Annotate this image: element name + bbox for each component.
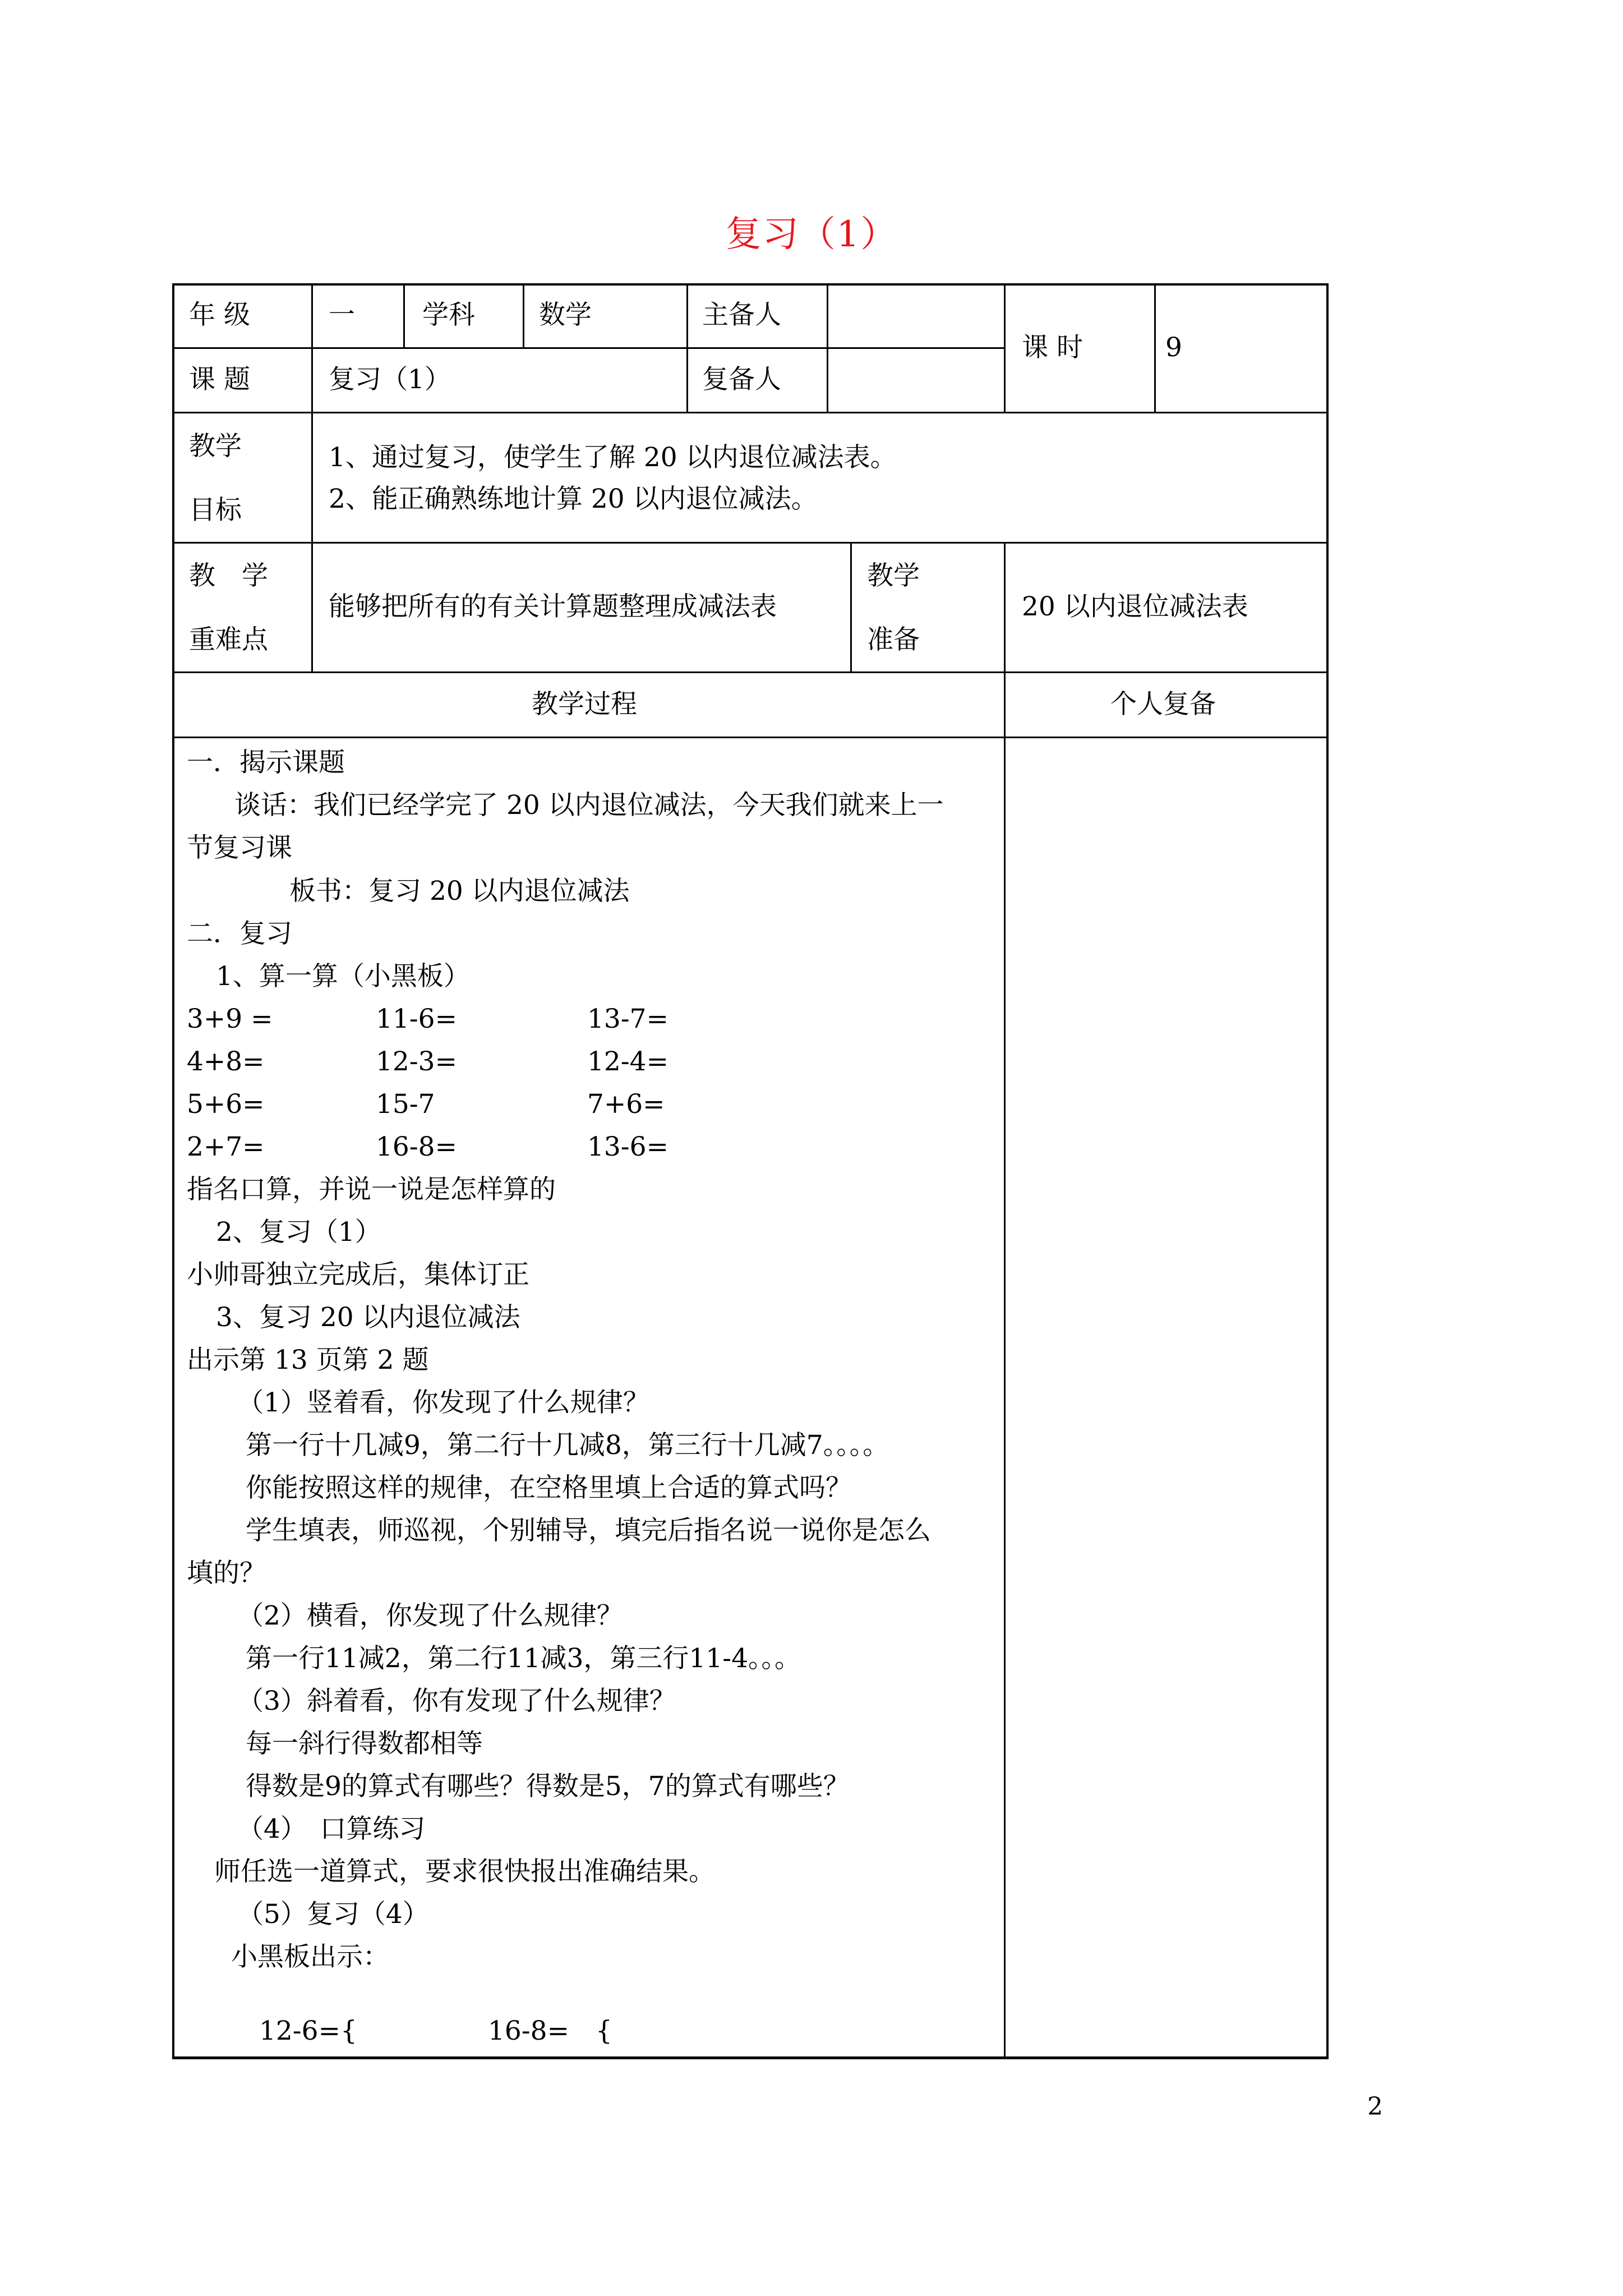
process-line: 板书：复习 20 以内退位减法 [289, 876, 630, 907]
prep-value: 20 以内退位减法表 [1022, 591, 1248, 622]
process-line: 得数是9的算式有哪些？得数是5，7的算式有哪些？ [246, 1771, 850, 1802]
process-line: 填的？ [187, 1558, 266, 1589]
hours-value: 9 [1165, 332, 1182, 363]
vrule-process [1004, 671, 1006, 2057]
goal-item: 1、通过复习，使学生了解 20 以内退位减法表。 [329, 442, 897, 473]
co-preparer-label: 复备人 [702, 364, 781, 395]
vrule-hours [1004, 283, 1006, 412]
equation: 3+9 = [187, 1004, 273, 1034]
vrule-hours-value [1154, 283, 1156, 412]
equation: 5+6= [187, 1089, 265, 1120]
table-border-right [1326, 283, 1329, 2059]
process-line: （1）竖着看，你发现了什么规律？ [237, 1387, 649, 1418]
topic-label: 课 题 [189, 364, 250, 395]
process-line: 出示第 13 页第 2 题 [187, 1345, 429, 1375]
prep-label-1: 教学 [867, 560, 920, 591]
process-line: （5）复习（4） [237, 1899, 429, 1930]
table-border-left [172, 283, 174, 2059]
page-title: 复习（1） [725, 214, 898, 255]
topic-value: 复习（1） [329, 364, 451, 395]
equation: 4+8= [187, 1046, 265, 1077]
process-line: 你能按照这样的规律，在空格里填上合适的算式吗？ [246, 1473, 852, 1503]
equation: 7+6= [587, 1089, 665, 1120]
table-border-bottom [172, 2056, 1329, 2059]
rule-row4 [172, 671, 1329, 673]
process-line: 小帅哥独立完成后，集体订正 [187, 1259, 529, 1290]
equation: 15-7 [376, 1089, 435, 1120]
process-line: 第一行11减2，第二行11减3，第三行11-4。。。 [246, 1643, 801, 1674]
rule-row5 [172, 737, 1329, 738]
equation: 16-8= [376, 1131, 457, 1162]
subject-value: 数学 [539, 300, 592, 330]
equation: 11-6= [376, 1004, 457, 1034]
equation: 16-8= { [488, 2016, 612, 2046]
vrule-prep-value [1004, 542, 1006, 671]
process-line: 师任选一道算式，要求很快报出准确结果。 [214, 1856, 715, 1887]
vrule-grade [403, 283, 405, 347]
process-line: 第一行十几减9，第二行十几减8，第三行十几减7。。。。 [246, 1430, 889, 1461]
difficulty-label-2: 重难点 [189, 624, 268, 655]
process-line: 1、算一算（小黑板） [216, 961, 470, 992]
process-line: 学生填表，师巡视，个别辅导，填完后指名说一说你是怎么 [246, 1515, 931, 1546]
rule-row1 [172, 347, 1005, 349]
grade-label: 年 级 [189, 300, 250, 330]
vrule-subject [523, 283, 524, 347]
rule-row2 [172, 412, 1329, 413]
process-line: 小黑板出示： [231, 1941, 389, 1972]
process-line: 一．揭示课题 [187, 747, 345, 778]
equation: 12-3= [376, 1046, 457, 1077]
main-preparer-label: 主备人 [702, 300, 781, 330]
difficulty-value: 能够把所有的有关计算题整理成减法表 [329, 591, 777, 622]
prep-label-2: 准备 [867, 624, 920, 655]
equation: 12-4= [587, 1046, 668, 1077]
grade-value: 一 [329, 300, 355, 330]
process-line: 指名口算，并说一说是怎样算的 [187, 1174, 556, 1205]
equation: 2+7= [187, 1131, 265, 1162]
personal-header: 个人复备 [1110, 689, 1216, 720]
hours-label: 课 时 [1022, 332, 1083, 363]
process-line: （3）斜着看，你有发现了什么规律？ [237, 1686, 676, 1717]
vrule-preparer-value [827, 283, 828, 412]
process-line: 3、复习 20 以内退位减法 [216, 1302, 520, 1333]
process-line: 每一斜行得数都相等 [246, 1728, 483, 1759]
vrule-preparer [686, 283, 688, 412]
equation: 13-6= [587, 1131, 668, 1162]
equation: 12-6={ [259, 2016, 357, 2046]
page-number: 2 [1367, 2092, 1383, 2121]
process-line: （2）横看，你发现了什么规律？ [237, 1600, 623, 1631]
goal-item: 2、能正确熟练地计算 20 以内退位减法。 [329, 484, 818, 514]
equation: 13-7= [587, 1004, 668, 1034]
process-header: 教学过程 [532, 689, 637, 720]
goals-label-1: 教学 [189, 431, 242, 462]
subject-label: 学科 [422, 300, 475, 330]
difficulty-label-1: 教 学 [189, 560, 268, 591]
process-line: 节复习课 [187, 832, 292, 863]
process-line: （4） 口算练习 [237, 1814, 426, 1844]
process-line: 谈话：我们已经学完了 20 以内退位减法，今天我们就来上一 [234, 790, 944, 821]
rule-row3 [172, 542, 1329, 544]
process-line: 2、复习（1） [216, 1217, 381, 1248]
vrule-prep [850, 542, 852, 671]
vrule-label [311, 283, 313, 671]
goals-label-2: 目标 [189, 495, 242, 526]
process-line: 二．复习 [187, 918, 292, 949]
